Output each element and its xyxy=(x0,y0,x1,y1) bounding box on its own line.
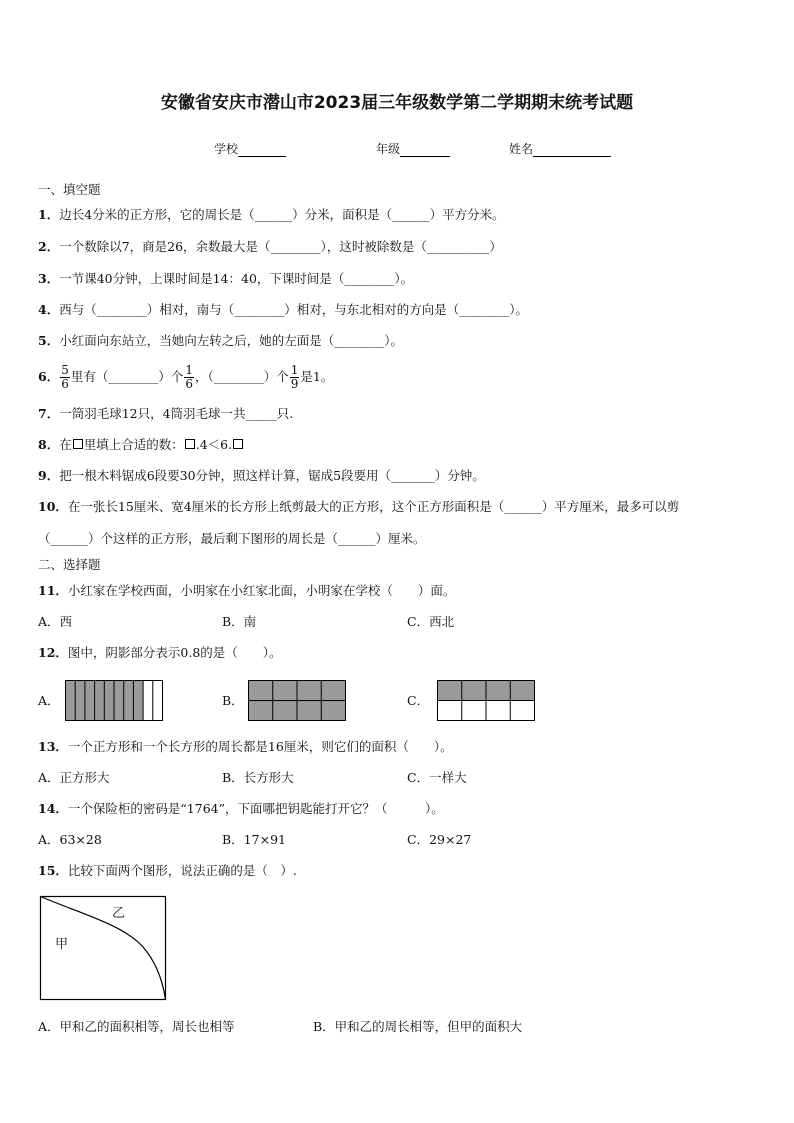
question-number: 11． xyxy=(38,583,68,598)
question-text: 里填上合适的数： xyxy=(83,437,184,452)
question-text: 图中，阴影部分表示0.8的是（ ）。 xyxy=(67,645,282,660)
question-6 xyxy=(38,358,333,396)
question-10-continued: （______）个这样的正方形，最后剩下图形的周长是（______）厘米。 xyxy=(38,531,426,546)
question-7 xyxy=(38,406,293,422)
question-5 xyxy=(38,333,403,349)
question-12 xyxy=(38,645,282,661)
question-number: 12． xyxy=(38,645,68,660)
section-multiple-choice: 二、选择题 xyxy=(38,557,101,572)
question-4 xyxy=(38,302,528,318)
grade-field xyxy=(376,140,450,157)
option-c[interactable]: C．29×27 xyxy=(407,832,472,847)
question-text: ，（________）个 xyxy=(195,369,289,384)
question-number: 9． xyxy=(38,468,60,483)
empty-box-icon xyxy=(233,439,243,449)
name-blank[interactable] xyxy=(533,143,611,157)
question-number: 6． xyxy=(38,369,60,384)
figure-option-a xyxy=(65,680,165,722)
question-number: 15． xyxy=(38,863,68,878)
fraction-1-9 xyxy=(290,364,300,391)
denominator: 6 xyxy=(185,377,193,391)
question-number: 10． xyxy=(38,499,68,514)
option-a[interactable]: A．63×28 xyxy=(38,832,102,847)
question-2 xyxy=(38,239,502,255)
question-number: 13． xyxy=(38,739,68,754)
question-text: 在 xyxy=(59,437,72,452)
question-text: .4＜6. xyxy=(195,437,233,452)
question-text: 西与（________）相对，南与（________）相对，与东北相对的方向是（________）。 xyxy=(59,302,528,317)
option-a[interactable]: A． xyxy=(38,693,60,708)
option-c[interactable]: C．西北 xyxy=(407,614,455,629)
question-text: 边长4分米的正方形，它的周长是（______）分米，面积是（______）平方分米。 xyxy=(59,207,505,222)
question-number: 7． xyxy=(38,406,60,421)
grade-label: 年级 xyxy=(376,142,401,156)
question-number: 3． xyxy=(38,271,60,286)
question-14 xyxy=(38,801,444,817)
question-1 xyxy=(38,207,505,223)
option-b[interactable]: B．17×91 xyxy=(222,832,286,847)
numerator: 5 xyxy=(61,363,69,377)
option-c[interactable]: C．一样大 xyxy=(407,770,467,785)
question-13 xyxy=(38,739,453,755)
option-b[interactable]: B．长方形大 xyxy=(222,770,294,785)
question-number: 14． xyxy=(38,801,68,816)
fraction-5-6 xyxy=(60,364,70,391)
option-c[interactable]: C． xyxy=(407,693,430,708)
question-text: 一个数除以7，商是26，余数最大是（________），这时被除数是（__________） xyxy=(59,239,502,254)
question-text: 比较下面两个图形，说法正确的是（ ）. xyxy=(67,863,297,878)
name-field xyxy=(509,140,611,157)
question-number: 5． xyxy=(38,333,60,348)
question-text: 小红家在学校西面，小明家在小红家北面，小明家在学校（ ）面。 xyxy=(67,583,456,598)
option-b[interactable]: B．南 xyxy=(222,614,257,629)
option-a[interactable]: A．西 xyxy=(38,614,73,629)
option-b[interactable]: B． xyxy=(222,693,244,708)
question-number: 8． xyxy=(38,437,60,452)
question-text: 一个保险柜的密码是“1764”，下面哪把钥匙能打开它？（ ）。 xyxy=(67,801,444,816)
name-label: 姓名 xyxy=(509,142,534,156)
question-number: 2． xyxy=(38,239,60,254)
option-b[interactable]: B．甲和乙的周长相等，但甲的面积大 xyxy=(313,1019,523,1034)
question-number: 4． xyxy=(38,302,60,317)
figure-option-c xyxy=(437,680,537,722)
fraction-1-6 xyxy=(184,364,194,391)
denominator: 6 xyxy=(61,377,69,391)
question-text: 是1。 xyxy=(300,369,334,384)
figure-question-15 xyxy=(39,895,169,1003)
question-text: 一节课40分钟，上课时间是14：40，下课时间是（________）。 xyxy=(59,271,414,286)
question-9 xyxy=(38,468,485,484)
question-text: 一个正方形和一个长方形的周长都是16厘米，则它们的面积（ ）。 xyxy=(67,739,453,754)
question-3 xyxy=(38,271,413,287)
school-label: 学校 xyxy=(214,142,239,156)
question-number: 1． xyxy=(38,207,60,222)
question-text: 在一张长15厘米、宽4厘米的长方形上纸剪最大的正方形，这个正方形面积是（______）平方厘米，最多可以剪 xyxy=(67,499,680,514)
question-11 xyxy=(38,583,455,599)
label-yi: 乙 xyxy=(112,906,126,921)
question-10 xyxy=(38,499,679,515)
question-15 xyxy=(38,863,297,879)
school-field xyxy=(214,140,286,157)
question-text: 一筒羽毛球12只，4筒羽毛球一共_____只. xyxy=(59,406,294,421)
question-text: 小红面向东站立，当她向左转之后，她的左面是（________）。 xyxy=(59,333,403,348)
question-text: 里有（________）个 xyxy=(70,369,184,384)
question-text: 把一根木料锯成6段要30分钟，照这样计算，锯成5段要用（_______）分钟。 xyxy=(59,468,485,483)
empty-box-icon xyxy=(185,439,195,449)
page-title: 安徽省安庆市潜山市2023届三年级数学第二学期期末统考试题 xyxy=(160,93,634,113)
option-a[interactable]: A．甲和乙的面积相等，周长也相等 xyxy=(38,1019,235,1034)
figure-option-b xyxy=(248,680,348,722)
section-fill-blank: 一、填空题 xyxy=(38,182,101,197)
numerator: 1 xyxy=(290,363,299,377)
numerator: 1 xyxy=(185,363,193,377)
denominator: 9 xyxy=(290,377,299,391)
school-blank[interactable] xyxy=(238,143,286,157)
question-8 xyxy=(38,437,244,453)
label-jia: 甲 xyxy=(55,937,69,952)
empty-box-icon xyxy=(73,439,83,449)
grade-blank[interactable] xyxy=(400,143,450,157)
option-a[interactable]: A．正方形大 xyxy=(38,770,110,785)
